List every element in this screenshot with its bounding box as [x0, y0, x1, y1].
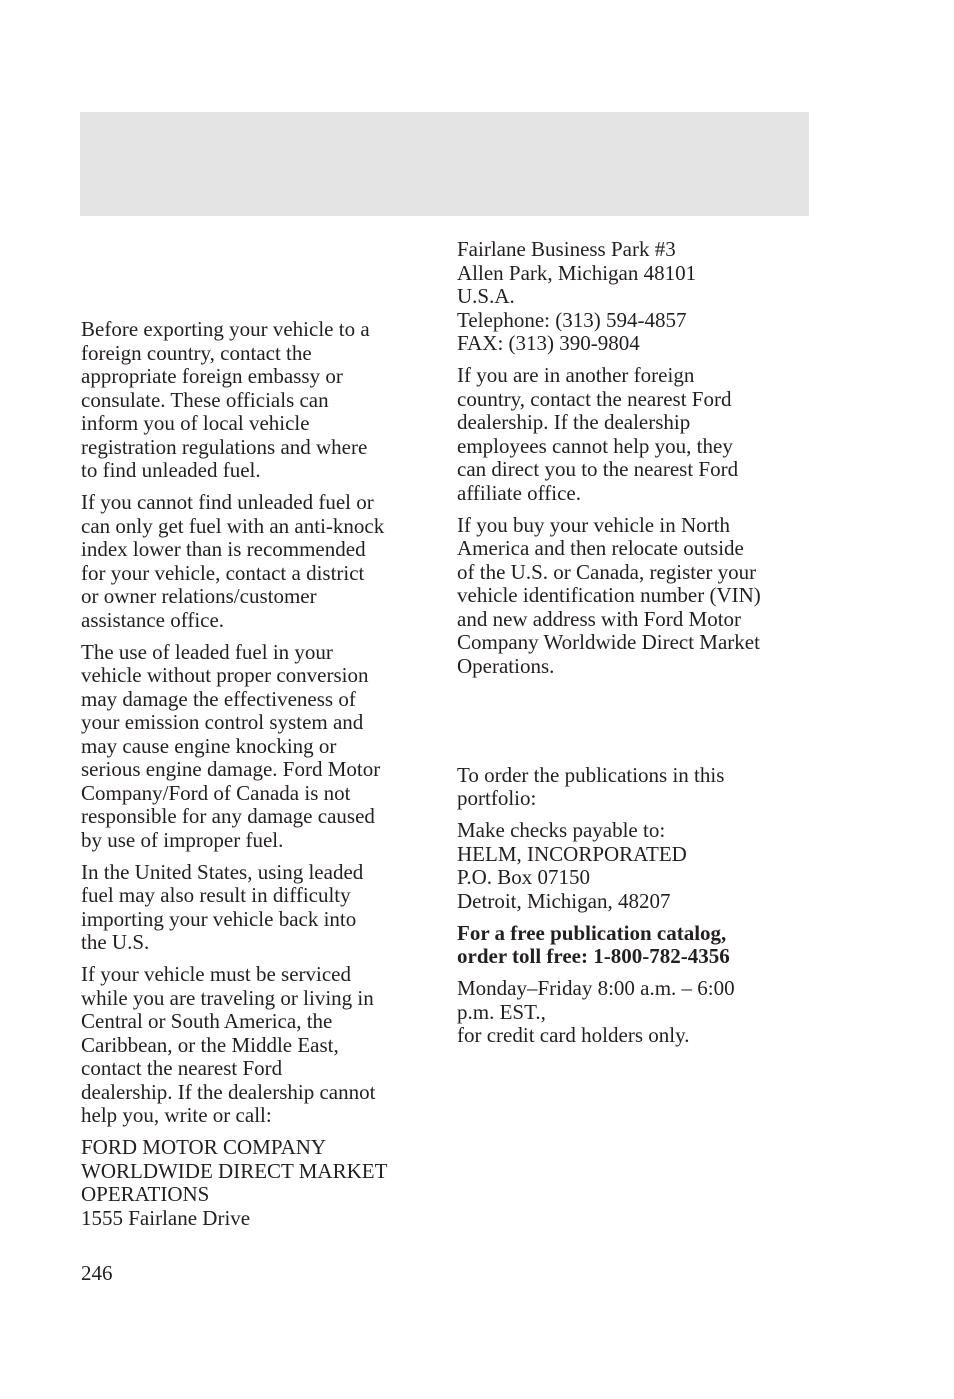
text-line: by use of improper fuel.: [81, 827, 284, 852]
address-line: OPERATIONS: [81, 1182, 210, 1206]
text-line: dealership. If the dealership cannot: [81, 1079, 376, 1104]
ford-address-block: [81, 1136, 433, 1230]
text-line: your emission control system and: [81, 710, 364, 734]
text-line: If you are in another foreign: [457, 363, 695, 387]
text-line: while you are traveling or living in: [81, 985, 374, 1010]
section-gap: [457, 687, 809, 764]
header-band: [80, 112, 809, 216]
text-line: responsible for any damage caused: [81, 804, 375, 828]
checks-payable-block: [457, 819, 809, 913]
text-line: If you cannot find unleaded fuel or: [81, 490, 374, 514]
text-line: and new address with Ford Motor: [457, 606, 742, 631]
text-line: If you buy your vehicle in North: [457, 512, 730, 537]
text-line: America and then relocate outside: [457, 536, 744, 560]
text-line: portfolio:: [457, 786, 537, 810]
leaded-fuel-paragraph: [81, 641, 433, 853]
text-line: to find unleaded fuel.: [81, 458, 261, 482]
address-line: WORLDWIDE DIRECT MARKET: [81, 1158, 388, 1183]
toll-free-number: order toll free: 1-800-782-4356: [457, 944, 730, 968]
text-line: registration regulations and where: [81, 434, 368, 459]
text-line: or owner relations/customer: [81, 584, 317, 608]
text-line: for your vehicle, contact a district: [81, 560, 365, 585]
text-line: of the U.S. or Canada, register your: [457, 559, 757, 584]
text-line: foreign country, contact the: [81, 340, 312, 365]
text-line: assistance office.: [81, 607, 225, 632]
hours-paragraph: [457, 977, 809, 1048]
text-line: To order the publications in this: [457, 762, 725, 787]
text-line: may damage the effectiveness of: [81, 686, 356, 711]
text-line: For a free publication catalog,: [457, 920, 727, 945]
text-line: may cause engine knocking or: [81, 733, 337, 758]
serviced-abroad-paragraph: [81, 963, 433, 1128]
text-line: employees cannot help you, they: [457, 433, 733, 458]
text-line: consulate. These officials can: [81, 387, 329, 412]
text-line: Company Worldwide Direct Market: [457, 630, 760, 654]
address-line: P.O. Box 07150: [457, 865, 591, 889]
address-line: FORD MOTOR COMPANY: [81, 1135, 327, 1159]
text-line: can direct you to the nearest Ford: [457, 457, 739, 481]
text-line: Make checks payable to:: [457, 818, 666, 842]
text-line: Operations.: [457, 653, 555, 678]
text-line: importing your vehicle back into: [81, 906, 357, 931]
text-line: the U.S.: [81, 930, 150, 954]
free-catalog-callout: [457, 922, 809, 969]
text-line: Monday–Friday 8:00 a.m. – 6:00: [457, 976, 735, 1000]
text-line: The use of leaded fuel in your: [81, 639, 333, 664]
fax-line: FAX: (313) 390-9804: [457, 331, 640, 355]
text-line: Before exporting your vehicle to a: [81, 317, 370, 341]
text-line: Caribbean, or the Middle East,: [81, 1032, 339, 1057]
left-column: [81, 318, 433, 1239]
text-line: vehicle identification number (VIN): [457, 583, 761, 607]
text-line: Company/Ford of Canada is not: [81, 780, 351, 805]
address-line: Detroit, Michigan, 48207: [457, 888, 671, 913]
address-line: Allen Park, Michigan 48101: [457, 260, 697, 285]
telephone-line: Telephone: (313) 594-4857: [457, 307, 687, 332]
text-line: dealership. If the dealership: [457, 410, 691, 434]
address-line: Fairlane Business Park #3: [457, 237, 676, 261]
relocate-paragraph: [457, 514, 809, 679]
address-line: U.S.A.: [457, 284, 515, 308]
text-line: can only get fuel with an anti-knock: [81, 513, 385, 538]
text-line: appropriate foreign embassy or: [81, 364, 343, 388]
order-intro-paragraph: [457, 764, 809, 811]
text-line: If your vehicle must be serviced: [81, 962, 351, 986]
address-line: HELM, INCORPORATED: [457, 841, 687, 866]
text-line: inform you of local vehicle: [81, 411, 310, 435]
ford-address-continued: [457, 238, 809, 356]
address-line: 1555 Fairlane Drive: [81, 1205, 251, 1230]
text-line: fuel may also result in difficulty: [81, 883, 351, 907]
other-country-paragraph: [457, 364, 809, 505]
text-line: In the United States, using leaded: [81, 859, 364, 884]
right-column: [457, 238, 809, 1056]
page-number: 246: [81, 1261, 113, 1285]
export-paragraph: [81, 318, 433, 483]
text-line: index lower than is recommended: [81, 537, 366, 561]
text-line: affiliate office.: [457, 480, 581, 505]
text-line: country, contact the nearest Ford: [457, 386, 732, 411]
unleaded-fuel-paragraph: [81, 491, 433, 632]
text-line: for credit card holders only.: [457, 1023, 690, 1047]
text-line: vehicle without proper conversion: [81, 663, 369, 687]
text-line: serious engine damage. Ford Motor: [81, 757, 381, 781]
text-line: Central or South America, the: [81, 1009, 333, 1033]
united-states-paragraph: [81, 861, 433, 955]
text-line: contact the nearest Ford: [81, 1056, 283, 1080]
text-line: p.m. EST.,: [457, 999, 546, 1024]
text-line: help you, write or call:: [81, 1103, 272, 1127]
